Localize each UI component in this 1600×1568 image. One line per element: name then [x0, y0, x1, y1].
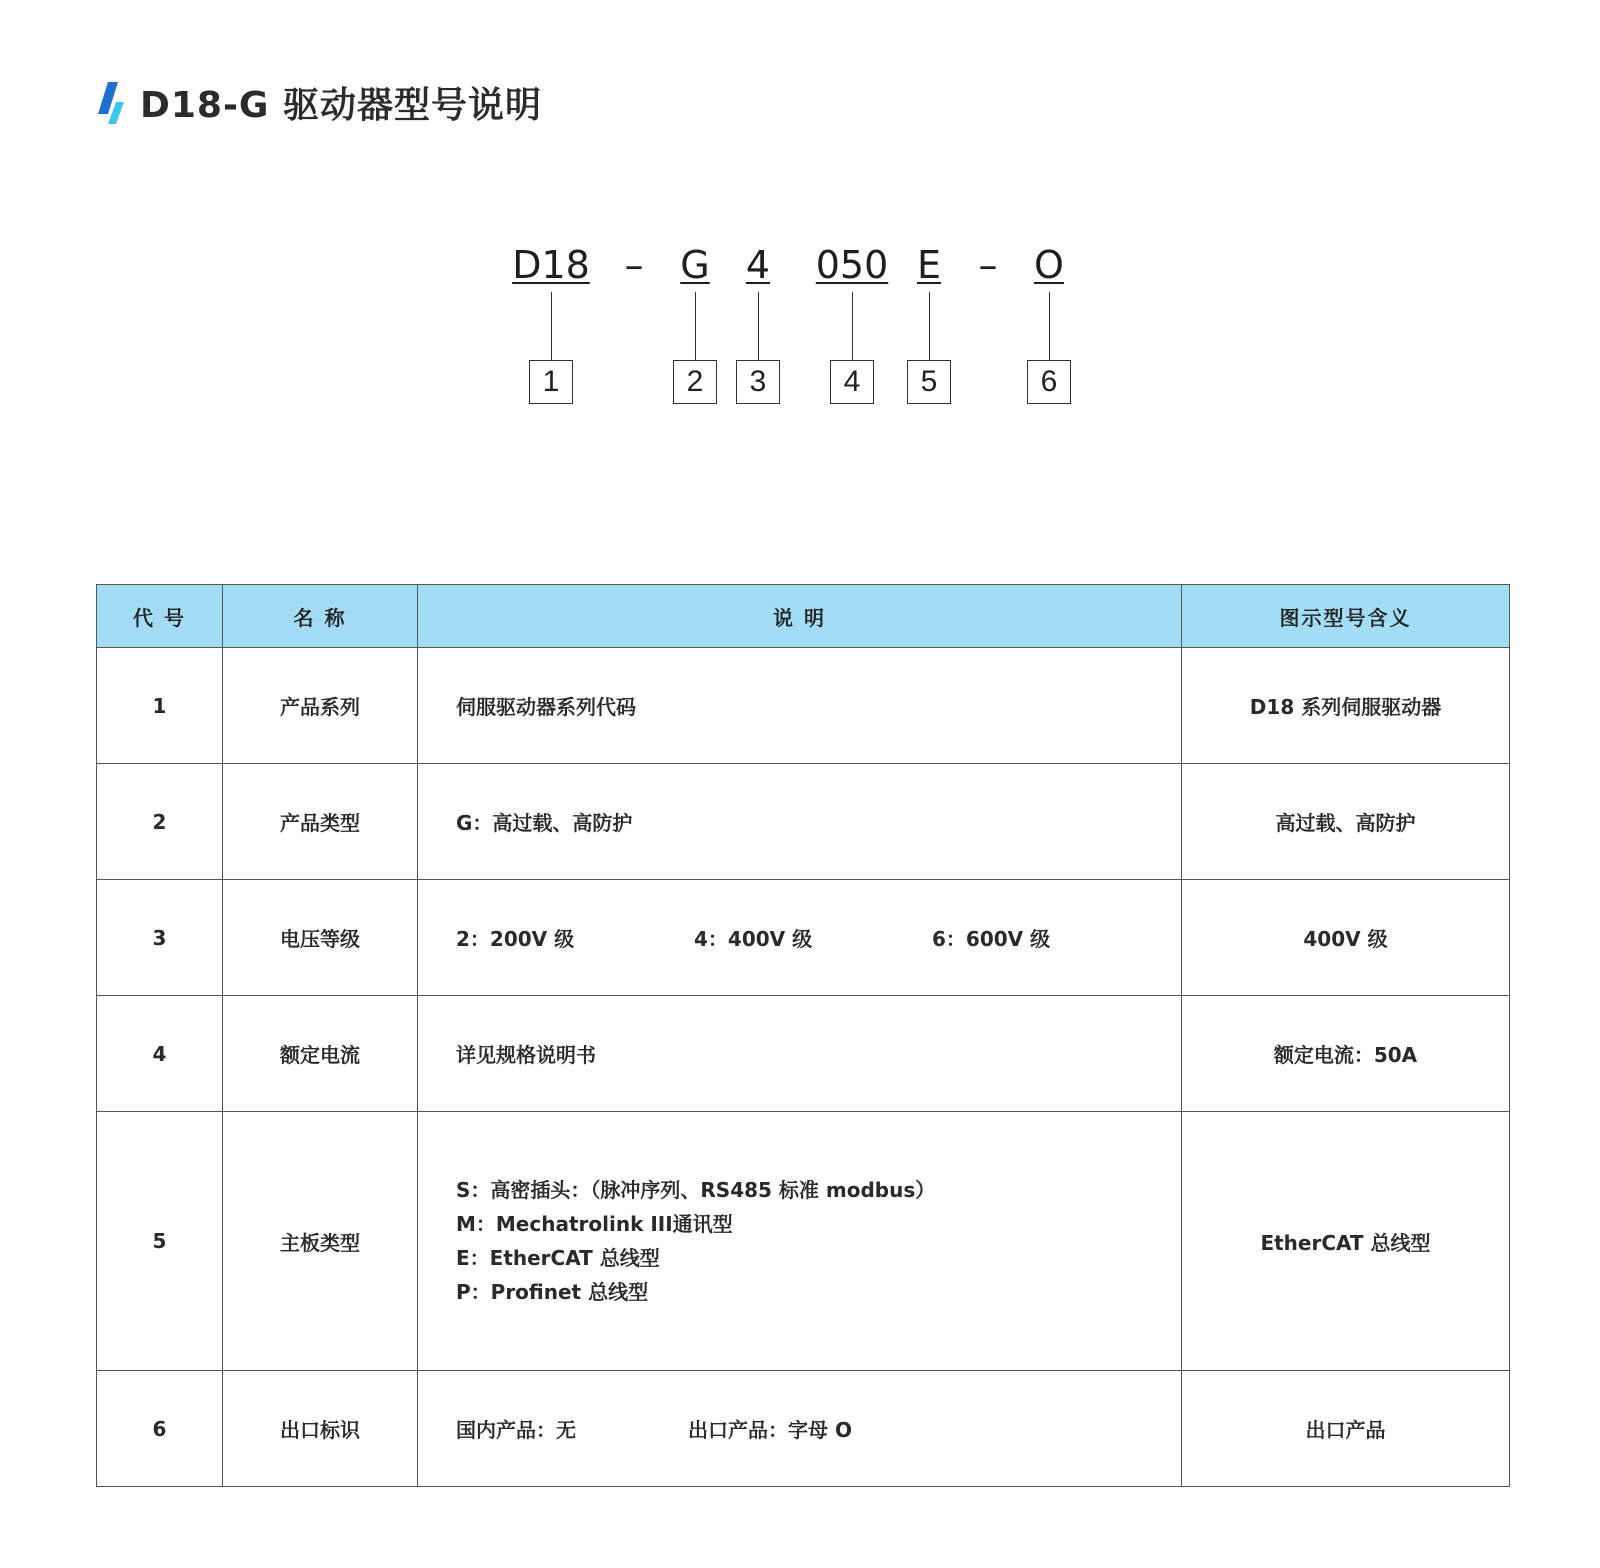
- table-row: [97, 880, 1510, 996]
- table-row: [97, 1371, 1510, 1487]
- table-row: [97, 1112, 1510, 1371]
- code-segment-current: 050: [815, 243, 889, 287]
- cell-meaning: D18 系列伺服驱动器: [1182, 648, 1510, 764]
- cell-description: [418, 880, 1182, 996]
- code-segment-type: G: [680, 243, 710, 287]
- cell-description: 伺服驱动器系列代码: [418, 648, 1182, 764]
- code-segment-board: E: [916, 243, 942, 287]
- board-option: S：高密插头：（脉冲序列、RS485 标准 modbus）: [456, 1178, 936, 1202]
- code-number-box: 6: [1027, 360, 1071, 404]
- cell-code: 4: [97, 996, 223, 1112]
- cell-name: 主板类型: [223, 1112, 418, 1371]
- code-number-box: 1: [529, 360, 573, 404]
- cell-meaning: EtherCAT 总线型: [1182, 1112, 1510, 1371]
- export-option: 出口产品：字母 O: [688, 1418, 852, 1442]
- cell-meaning: 400V 级: [1182, 880, 1510, 996]
- cell-name: 产品系列: [223, 648, 418, 764]
- table-row: [97, 764, 1510, 880]
- cell-code: 2: [97, 764, 223, 880]
- code-number-box: 3: [736, 360, 780, 404]
- cell-code: 6: [97, 1371, 223, 1487]
- voltage-option: 4：400V 级: [694, 927, 813, 951]
- code-segment-dash: –: [978, 243, 998, 287]
- board-option: E：EtherCAT 总线型: [456, 1246, 660, 1270]
- cell-name: 产品类型: [223, 764, 418, 880]
- code-segment-series: D18: [512, 243, 590, 287]
- connector-line: [852, 292, 853, 360]
- cell-code: 3: [97, 880, 223, 996]
- cell-name: 额定电流: [223, 996, 418, 1112]
- header-meaning: 图示型号含义: [1182, 585, 1510, 648]
- page-header: [96, 78, 542, 126]
- board-option: P：Profinet 总线型: [456, 1280, 649, 1304]
- connector-line: [551, 292, 552, 360]
- board-option: M：Mechatrolink III通讯型: [456, 1212, 733, 1236]
- header-description: 说 明: [418, 585, 1182, 648]
- header-code: 代 号: [97, 585, 223, 648]
- cell-description: [418, 1371, 1182, 1487]
- cell-meaning: 出口产品: [1182, 1371, 1510, 1487]
- cell-meaning: 高过载、高防护: [1182, 764, 1510, 880]
- cell-code: 1: [97, 648, 223, 764]
- header-name: 名 称: [223, 585, 418, 648]
- cell-code: 5: [97, 1112, 223, 1371]
- code-number-box: 2: [673, 360, 717, 404]
- connector-line: [695, 292, 696, 360]
- table-row: [97, 996, 1510, 1112]
- export-option: 国内产品：无: [456, 1418, 576, 1442]
- cell-description: G：高过载、高防护: [418, 764, 1182, 880]
- model-spec-table: [96, 584, 1510, 1487]
- cell-name: 出口标识: [223, 1371, 418, 1487]
- page-title: D18-G 驱动器型号说明: [140, 84, 543, 126]
- cell-name: 电压等级: [223, 880, 418, 996]
- voltage-option: 2：200V 级: [456, 927, 575, 951]
- voltage-option: 6：600V 级: [932, 927, 1051, 951]
- code-segment-export: O: [1034, 243, 1064, 287]
- code-number-box: 4: [830, 360, 874, 404]
- code-number-box: 5: [907, 360, 951, 404]
- connector-line: [929, 292, 930, 360]
- code-segment-voltage: 4: [745, 243, 771, 287]
- table-header-row: [97, 585, 1510, 648]
- cell-description: 详见规格说明书: [418, 996, 1182, 1112]
- cell-meaning: 额定电流：50A: [1182, 996, 1510, 1112]
- connector-line: [758, 292, 759, 360]
- brand-slash-icon: [96, 80, 128, 124]
- table-row: [97, 648, 1510, 764]
- code-segment-dash: –: [624, 243, 644, 287]
- connector-line: [1049, 292, 1050, 360]
- cell-description: [418, 1112, 1182, 1371]
